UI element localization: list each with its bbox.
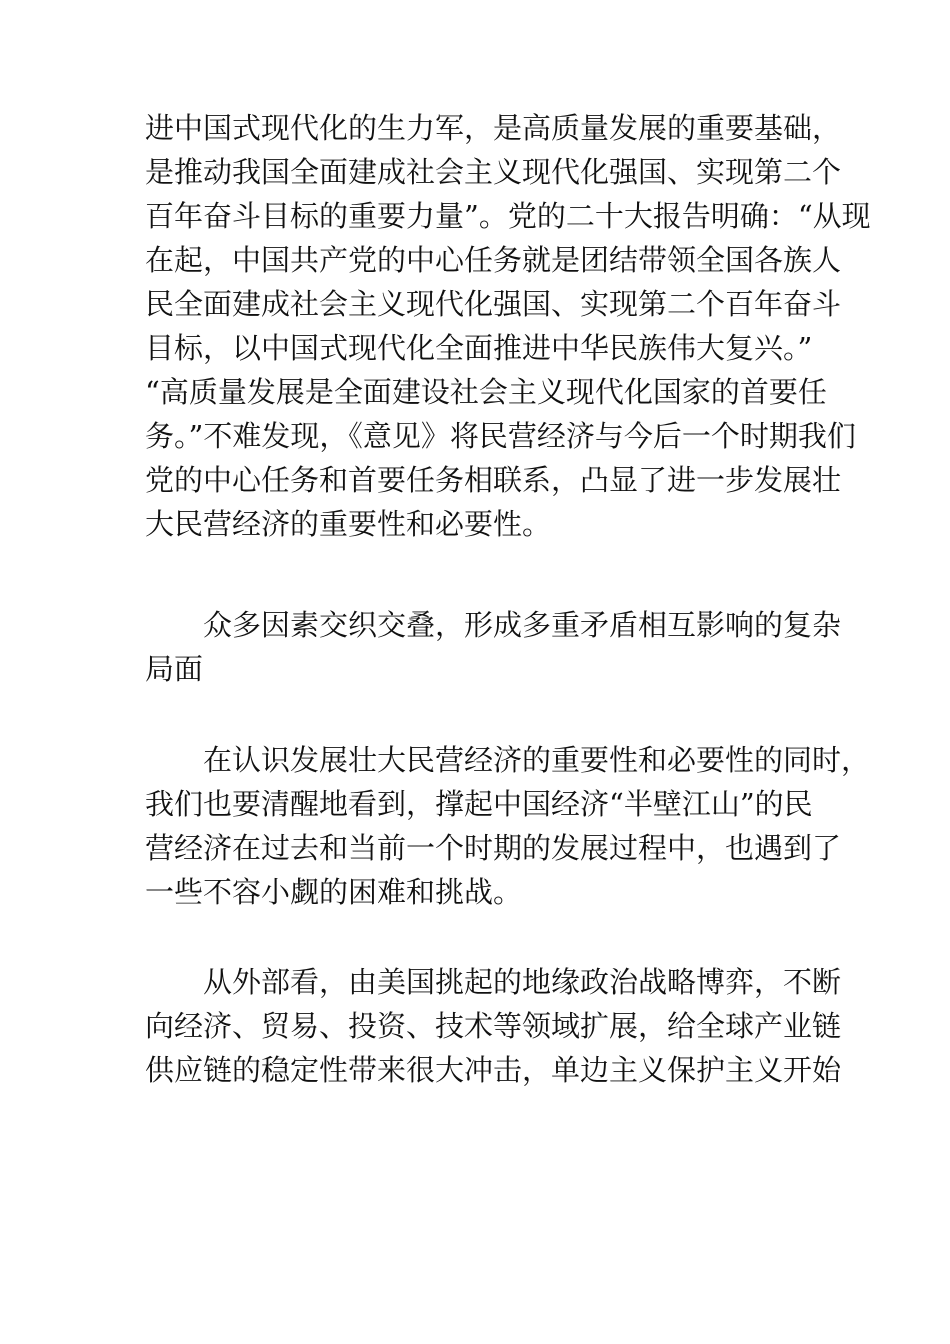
- text-line: 进中国式现代化的生力军，是高质量发展的重要基础，: [145, 111, 842, 145]
- text-line: 百年奋斗目标的重要力量”。党的二十大报告明确：“从现: [145, 199, 871, 233]
- text-line: 营经济在过去和当前一个时期的发展过程中，也遇到了: [145, 831, 842, 865]
- text-line: 务。”不难发现，《意见》将民营经济与今后一个时期我们: [145, 419, 856, 453]
- section-heading-paragraph: [145, 603, 842, 691]
- text-line: 党的中心任务和首要任务相联系，凸显了进一步发展壮: [145, 463, 842, 497]
- text-line: 民全面建成社会主义现代化强国、实现第二个百年奋斗: [145, 287, 842, 321]
- text-line: 是推动我国全面建成社会主义现代化强国、实现第二个: [145, 155, 842, 189]
- text-line: 我们也要清醒地看到，撑起中国经济“半壁江山”的民: [145, 787, 813, 821]
- text-line: 供应链的稳定性带来很大冲击，单边主义保护主义开始: [145, 1053, 842, 1087]
- body-paragraph-3: [145, 960, 842, 1092]
- text-line: 目标，以中国式现代化全面推进中华民族伟大复兴。”: [145, 331, 813, 365]
- body-paragraph-2: [145, 738, 871, 914]
- text-line: “高质量发展是全面建设社会主义现代化国家的首要任: [145, 375, 827, 409]
- text-line: 大民营经济的重要性和必要性。: [145, 507, 552, 541]
- text-line: 局面: [145, 652, 204, 686]
- body-paragraph-1: [145, 106, 871, 546]
- text-line: 在认识发展壮大民营经济的重要性和必要性的同时，: [203, 743, 871, 777]
- text-line: 向经济、贸易、投资、技术等领域扩展，给全球产业链: [145, 1009, 842, 1043]
- text-line: 从外部看，由美国挑起的地缘政治战略博弈，不断: [203, 965, 842, 999]
- text-line: 在起，中国共产党的中心任务就是团结带领全国各族人: [145, 243, 842, 277]
- text-line: 一些不容小觑的困难和挑战。: [145, 875, 523, 909]
- text-line: 众多因素交织交叠，形成多重矛盾相互影响的复杂: [203, 608, 842, 642]
